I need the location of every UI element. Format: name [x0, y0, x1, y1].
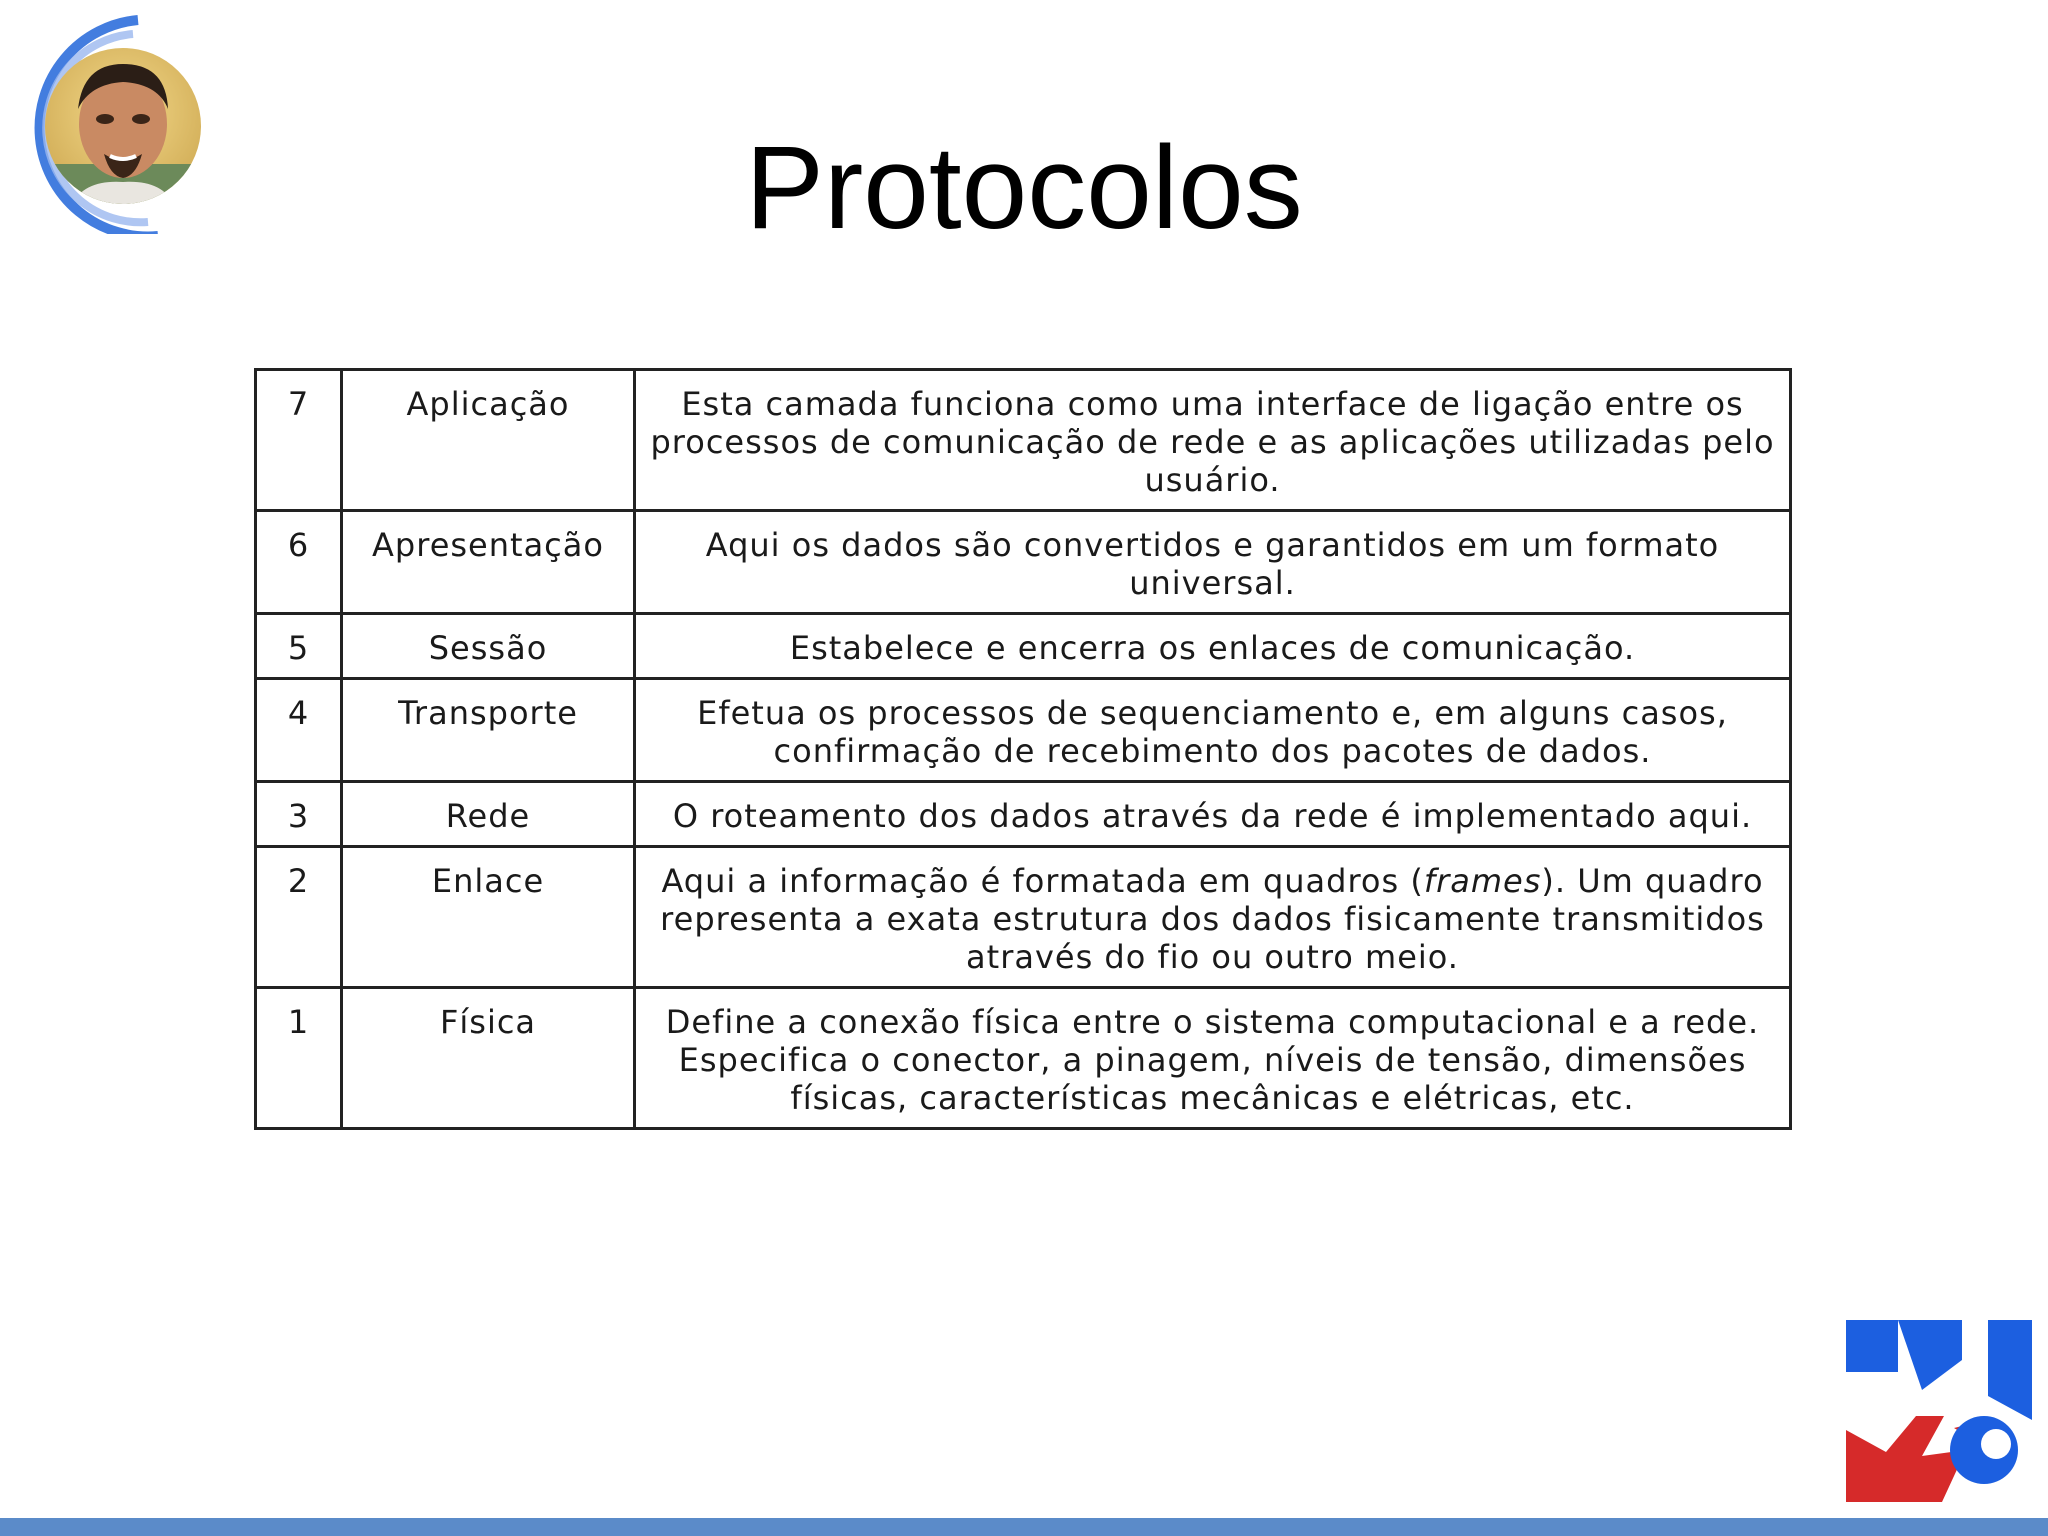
layer-description: Estabelece e encerra os enlaces de comunicação. — [635, 614, 1791, 679]
table-row — [256, 614, 1791, 679]
layer-name: Transporte — [342, 679, 635, 782]
desc-emphasis: frames — [1423, 862, 1542, 900]
desc-part: ). Um quadro representa a exata estrutura dos dados fisicamente transmitidos através do fio ou outro meio. — [660, 862, 1765, 976]
table-row — [256, 988, 1791, 1129]
slide-title: Protocolos — [745, 122, 1303, 254]
layer-number: 4 — [256, 679, 342, 782]
table-row — [256, 847, 1791, 988]
layer-name: Aplicação — [342, 370, 635, 511]
layer-name: Sessão — [342, 614, 635, 679]
osi-layers-table — [254, 368, 1792, 1130]
layer-number: 6 — [256, 511, 342, 614]
table-row — [256, 679, 1791, 782]
layer-description: O roteamento dos dados através da rede é implementado aqui. — [635, 782, 1791, 847]
layer-number: 2 — [256, 847, 342, 988]
layer-name: Enlace — [342, 847, 635, 988]
layer-number: 5 — [256, 614, 342, 679]
layer-number: 3 — [256, 782, 342, 847]
layer-description: Esta camada funciona como uma interface de ligação entre os processos de comunicação de rede e as aplicações utilizadas pelo usuário. — [635, 370, 1791, 511]
table-row — [256, 782, 1791, 847]
layer-name: Física — [342, 988, 635, 1129]
desc-part: Aqui a informação é formatada em quadros ( — [661, 862, 1424, 900]
footer-bar — [0, 1518, 2048, 1536]
layer-name: Apresentação — [342, 511, 635, 614]
layer-description: Aqui os dados são convertidos e garantidos em um formato universal. — [635, 511, 1791, 614]
table-row — [256, 370, 1791, 511]
layer-description: Define a conexão física entre o sistema computacional e a rede. Especifica o conector, a pinagem, níveis de tensão, dimensões físicas, características mecânicas e elétricas, etc. — [635, 988, 1791, 1129]
layer-number: 7 — [256, 370, 342, 511]
mc-logo — [1846, 1320, 2032, 1502]
layer-description: Efetua os processos de sequenciamento e, em alguns casos, confirmação de recebimento dos pacotes de dados. — [635, 679, 1791, 782]
mc-logo-icon — [1846, 1320, 2032, 1502]
layer-number: 1 — [256, 988, 342, 1129]
table-row — [256, 511, 1791, 614]
layer-name: Rede — [342, 782, 635, 847]
layer-description — [635, 847, 1791, 988]
